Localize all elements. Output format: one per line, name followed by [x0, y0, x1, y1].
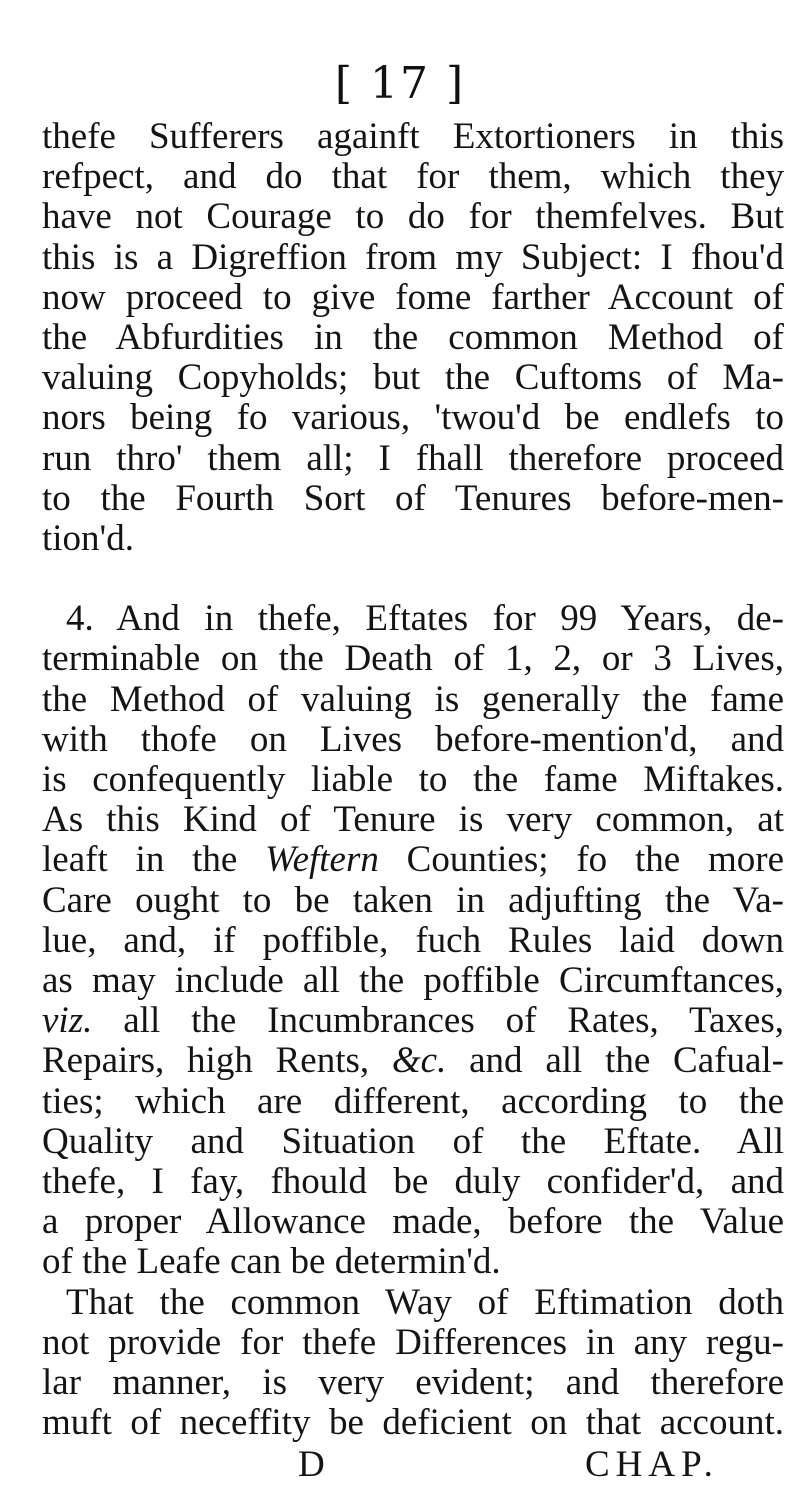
text-line: muft of neceffity be deficient on that account. — [42, 1402, 784, 1443]
text-line: Quality and Situation of the Eftate. All — [42, 1121, 784, 1162]
text-line: tion'd. — [42, 518, 134, 559]
text-line: ties; which are different, according to the — [42, 1081, 784, 1122]
italic-word: Weftern — [265, 839, 379, 880]
text-line: of the Leafe can be determin'd. — [42, 1241, 501, 1282]
text-line: 4. And in thefe, Eftates for 99 Years, de- — [66, 598, 784, 639]
text-line: with thofe on Lives before-mention'd, and — [42, 719, 784, 760]
text-line: nors being fo various, 'twou'd be endlefs to — [42, 397, 784, 438]
text-run: all the Incumbrances of Rates, Taxes, — [92, 1000, 784, 1041]
catchword: CHAP. — [585, 1444, 719, 1485]
text-line: now proceed to give fome farther Account of — [42, 277, 784, 318]
text-line: is confequently liable to the fame Miftakes. — [42, 759, 784, 800]
text-line: That the common Way of Eftimation doth — [66, 1282, 784, 1323]
text-line: run thro' them all; I fhall therefore proceed — [42, 438, 784, 479]
text-run: leaft in the — [42, 839, 266, 880]
italic-word: &c. — [391, 1040, 447, 1081]
signature-mark: D — [298, 1444, 327, 1485]
text-line: thefe, I fay, fhould be duly confider'd, and — [42, 1161, 784, 1202]
text-line: as may include all the poffible Circumftances, — [42, 960, 784, 1001]
text-line: the Method of valuing is generally the fame — [42, 679, 784, 720]
text-run: Counties; fo the more — [378, 839, 784, 880]
text-line: thefe Sufferers againft Extortioners in this — [42, 116, 784, 157]
italic-word: viz. — [42, 1000, 93, 1041]
text-run: and all the Cafual- — [446, 1040, 784, 1081]
text-line: Care ought to be taken in adjufting the Va- — [42, 880, 784, 921]
text-run: Repairs, high Rents, — [42, 1040, 392, 1081]
text-line: As this Kind of Tenure is very common, at — [42, 799, 784, 840]
text-line — [42, 1002, 784, 1039]
text-line: have not Courage to do for themfelves. But — [42, 196, 784, 237]
text-line — [42, 841, 784, 878]
text-line: this is a Digreffion from my Subject: I fhou'd — [42, 237, 784, 278]
text-line: valuing Copyholds; but the Cuftoms of Ma- — [42, 357, 784, 398]
page-number: [ 17 ] — [334, 58, 466, 109]
text-line: the Abfurdities in the common Method of — [42, 317, 784, 358]
text-line: terminable on the Death of 1, 2, or 3 Lives, — [42, 638, 784, 679]
text-line: lue, and, if poffible, fuch Rules laid down — [42, 920, 784, 961]
text-line: refpect, and do that for them, which they — [42, 156, 784, 197]
text-line: not provide for thefe Differences in any regu- — [42, 1322, 784, 1363]
text-line: to the Fourth Sort of Tenures before-men- — [42, 478, 784, 519]
text-line: lar manner, is very evident; and therefore — [42, 1362, 784, 1403]
text-line: a proper Allowance made, before the Value — [42, 1201, 784, 1242]
text-line — [42, 1042, 784, 1079]
